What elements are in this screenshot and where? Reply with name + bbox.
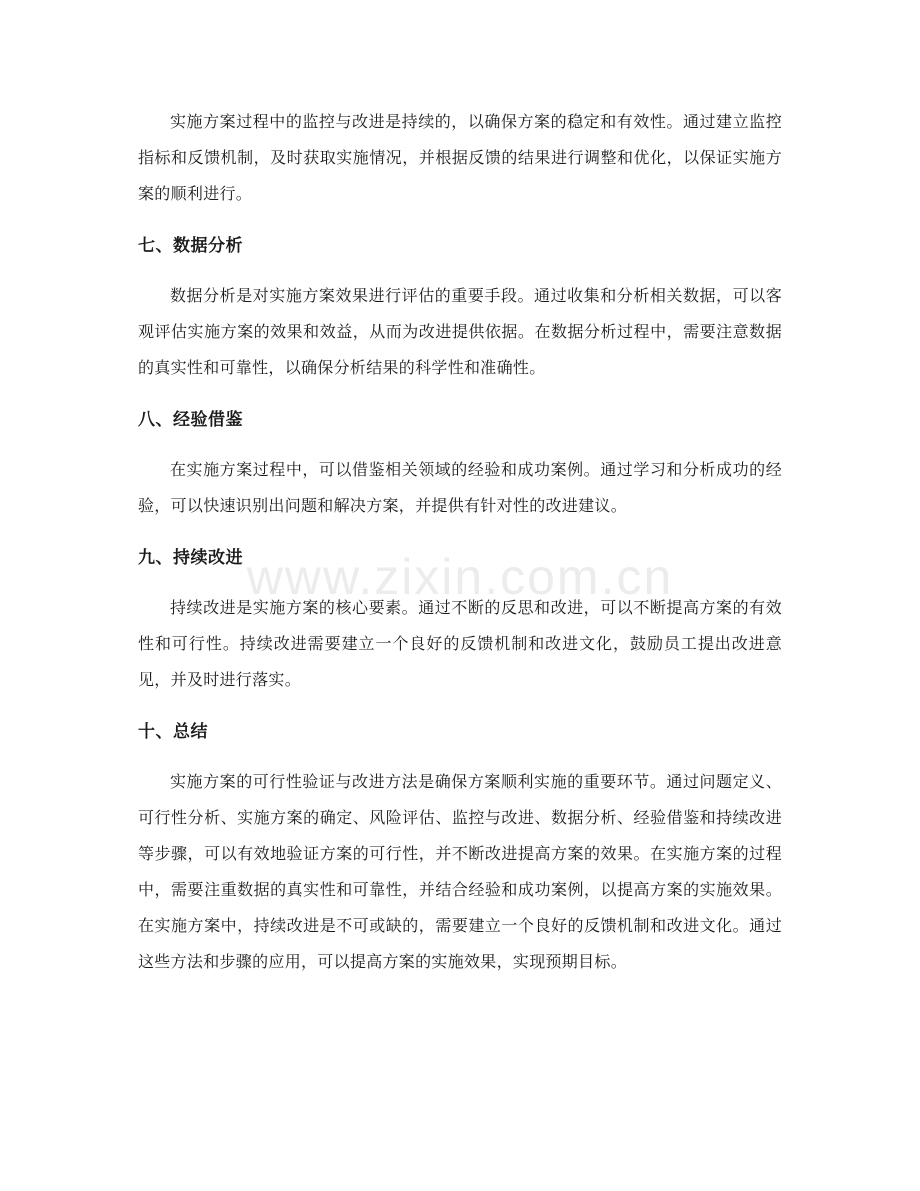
- paragraph-experience: 在实施方案过程中，可以借鉴相关领域的经验和成功案例。通过学习和分析成功的经验，可以快速识别出问题和解决方案，并提供有针对性的改进建议。: [138, 460, 782, 515]
- document-body: [138, 104, 782, 980]
- heading-continuous-improvement: 九、持续改进: [138, 548, 243, 568]
- paragraph-monitoring: 实施方案过程中的监控与改进是持续的，以确保方案的稳定和有效性。通过建立监控指标和反馈机制，及时获取实施情况，并根据反馈的结果进行调整和优化，以保证实施方案的顺利进行。: [138, 112, 782, 203]
- paragraph-summary: 实施方案的可行性验证与改进方法是确保方案顺利实施的重要环节。通过问题定义、可行性分析、实施方案的确定、风险评估、监控与改进、数据分析、经验借鉴和持续改进等步骤，可以有效地验证方案的可行性，并不断改进提高方案的效果。在实施方案的过程中，需要注重数据的真实性和可靠性，并结合经验和成功案例，以提高方案的实施效果。在实施方案中，持续改进是不可或缺的，需要建立一个良好的反馈机制和改进文化。通过这些方法和步骤的应用，可以提高方案的实施效果，实现预期目标。: [138, 772, 782, 971]
- heading-data-analysis: 七、数据分析: [138, 236, 243, 256]
- heading-summary: 十、总结: [138, 722, 208, 742]
- paragraph-data-analysis: 数据分析是对实施方案效果进行评估的重要手段。通过收集和分析相关数据，可以客观评估实施方案的效果和效益，从而为改进提供依据。在数据分析过程中，需要注意数据的真实性和可靠性，以确保分析结果的科学性和准确性。: [138, 286, 782, 377]
- paragraph-continuous-improvement: 持续改进是实施方案的核心要素。通过不断的反思和改进，可以不断提高方案的有效性和可行性。持续改进需要建立一个良好的反馈机制和改进文化，鼓励员工提出改进意见，并及时进行落实。: [138, 598, 782, 689]
- watermark: www.zixin.com.cn: [246, 549, 674, 605]
- heading-experience: 八、经验借鉴: [138, 410, 243, 430]
